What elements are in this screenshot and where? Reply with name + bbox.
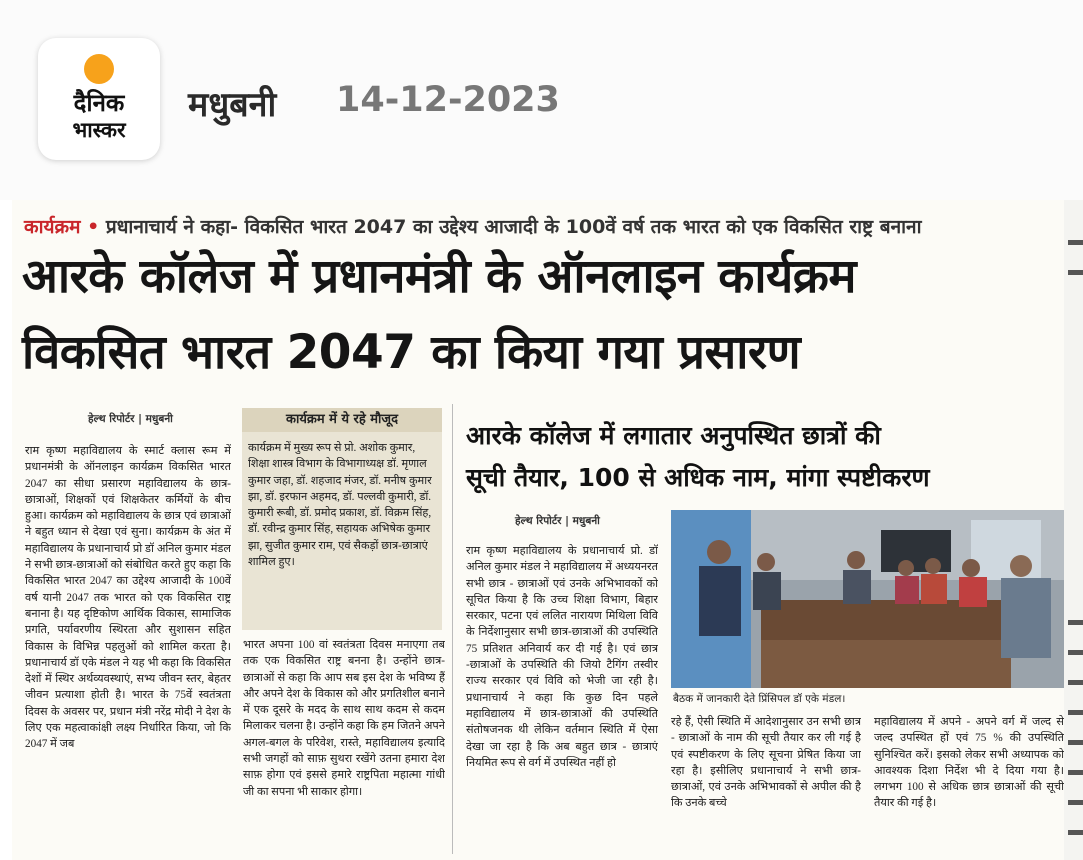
dainik-bhaskar-logo	[38, 38, 160, 160]
article-column-1	[25, 443, 231, 853]
second-headline-line-1: आरके कॉलेज में लगातार अनुपस्थित छात्रों की	[466, 421, 881, 450]
article-body-2: भारत अपना 100 वां स्वतंत्रता दिवस मनाएगा तब तक एक विकसित राष्ट्र बनना है। उन्होंने छात्र-छात्राओं से कहा कि आप सब इस देश के भविष्य हैं और अपने देश के विकास को और प्रगतिशील बनाने में एक दूसरे के मदद के साथ साथ कदम से कदम मिलाकर चलना है। उन्होंने कहा कि हम जितने अपने अगल-बगल के परिवेश, रास्ते, महाविद्यालय इत्यादि सभी जगहों को साफ़ सुथरा रखेंगे उतना हमारा देश साफ़ होगा एवं इससे हमारे राष्ट्रपिता महात्मा गांधी जी का सपना भी साकार होगा।	[243, 639, 445, 798]
kicker	[24, 213, 922, 239]
headline-line-1: आरके कॉलेज में प्रधानमंत्री के ऑनलाइन कार्यक्रम	[22, 249, 856, 304]
article-column-2	[243, 637, 445, 853]
header-bar	[0, 0, 1083, 200]
kicker-tag: कार्यक्रम	[24, 216, 81, 238]
meeting-scene-illustration	[671, 510, 1064, 688]
adjacent-article-edge	[1064, 200, 1083, 860]
second-byline: हेल्थ रिपोर्टर | मधुबनी	[515, 515, 600, 527]
kicker-bullet: •	[87, 216, 100, 238]
kicker-text: प्रधानाचार्य ने कहा- विकसित भारत 2047 का उद्देश्य आजादी के 100वें वर्ष तक भारत को एक विकसित राष्ट्र बनाना	[105, 216, 922, 238]
edition-city: मधुबनी	[188, 85, 277, 125]
logo-line-1: दैनिक	[73, 88, 125, 117]
edition-date: 14-12-2023	[336, 80, 560, 120]
attendees-sidebar	[242, 408, 442, 630]
second-article-column-3	[874, 714, 1064, 856]
sidebar-title: कार्यक्रम में ये रहे मौजूद	[242, 408, 442, 432]
sidebar-text: कार्यक्रम में मुख्य रूप से प्रो. अशोक कुमार, शिक्षा शास्त्र विभाग के विभागाध्यक्ष डॉ. मृणाल कुमार जहा, डॉ. शहजाद मंजर, डॉ. मनीष कुमार झा, डॉ. इरफान अहमद, डॉ. पल्लवी कुमारी, डॉ. कुमारी रूबी, डॉ. प्रमोद प्रकाश, डॉ. विक्रम सिंह, डॉ. रवीन्द्र कुमार सिंह, सहायक अभिषेक कुमार झा, सुजीत कुमार राम, एवं सैकड़ों छात्र-छात्राएं शामिल हुए।	[248, 442, 432, 569]
second-article-body-1: राम कृष्ण महाविद्यालय के प्रधानाचार्य प्रो. डॉ अनिल कुमार मंडल ने महाविद्यालय में अध्ययनरत सभी छात्र - छात्राओं एवं उनके अभिभावकों को सूचित किया है कि उच्च शिक्षा विभाग, बिहार सरकार, पटना एवं ललित नारायण मिथिला विवि के निर्देशानुसार सभी छात्र-छात्राओं की उपस्थिति 75 प्रतिशत अनिवार्य कर दी गई है। एवं छात्र -छात्राओं के उपस्थिति की जियो टैगिंग तस्वीर राज्य सरकार एवं विवि को भेजी जा रही है। प्रधानाचार्य ने कहा कि कुछ दिन पहले महाविद्यालय में छात्र-छात्राओं की उपस्थिति संतोषजनक थी लेकिन वर्तमान स्थिति में ऐसा देखा जा रहा है कि अब बहुत छात्र - छात्राएं नियमित रूप से वर्ग में उपस्थित नहीं हो	[466, 545, 658, 769]
second-headline-line-2: सूची तैयार, 100 से अधिक नाम, मांगा स्पष्टीकरण	[466, 463, 930, 492]
column-divider	[452, 404, 453, 854]
second-article-column-2	[671, 714, 861, 856]
byline: हेल्थ रिपोर्टर | मधुबनी	[88, 413, 173, 425]
sun-icon	[84, 54, 114, 84]
photo-caption: बैठक में जानकारी देते प्रिंसिपल डॉ एके मंडल।	[673, 693, 846, 705]
headline-line-2: विकसित भारत 2047 का किया गया प्रसारण	[22, 325, 801, 380]
meeting-photo	[671, 510, 1064, 688]
second-article-body-2: रहे हैं, ऐसी स्थिति में आदेशानुसार उन सभी छात्र - छात्राओं के नाम की सूची तैयार कर ली गई है एवं स्पष्टीकरण के लिए सूचना प्रेषित किया जा रहा है। इसीलिए प्रधानाचार्य ने सभी छात्र-छात्राओं, एवं उनके अभिभावकों से अपील की है कि उनके बच्चे	[671, 716, 861, 810]
logo-line-2: भास्कर	[72, 117, 126, 142]
second-article-column-1	[466, 543, 658, 855]
article-body-1: राम कृष्ण महाविद्यालय के स्मार्ट क्लास रूम में प्रधानमंत्री के ऑनलाइन कार्यक्रम विकसित भारत 2047 का सीधा प्रसारण महाविद्यालय के छात्र-छात्राओं, शिक्षकों एवं शिक्षकेतर कर्मियों के बीच हुआ। कार्यक्रम को महाविद्यालय के छात्र एवं छात्राओं ने बहुत ध्यान से देखा एवं सुना। कार्यक्रम के अंत में महाविद्यालय के प्रधानाचार्य प्रो डॉ अनिल कुमार मंडल ने सभी छात्र-छात्राओं को संबोधित करते हुए कहा कि विकसित भारत 2047 का उद्देश्य आजादी के 100वें वर्ष यानी 2047 तक भारत को एक विकसित राष्ट्र बनाना है। यह दृष्टिकोण आर्थिक विकास, सामाजिक प्रगति, पर्यावरणीय स्थिरता और सुशासन सहित विकास के विभिन्न पहलुओं को शामिल करता है। प्रधानाचार्य डॉ एके मंडल ने यह भी कहा कि विकसित देशों में स्थिर अर्थव्यवस्थाएं, सभ्य जीवन स्तर, बेहतर जीवन प्रत्याशा होती है। भारत के 75वें स्वतंत्रता दिवस के अवसर पर, प्रधान मंत्री नरेंद्र मोदी ने देश के लिए एक महत्वाकांक्षी लक्ष्य निर्धारित किया, जो कि 2047 में जब	[25, 445, 231, 751]
second-article-body-3: महाविद्यालय में अपने - अपने वर्ग में जल्द से जल्द उपस्थित हों एवं 75 % की उपस्थिति सुनिश्चित करें। इसको लेकर सभी अध्यापक को आवश्यक दिशा निर्देश भी दे दिया गया है। लगभग 100 से अधिक छात्र छात्राओं की सूची तैयार की गई है।	[874, 716, 1064, 810]
